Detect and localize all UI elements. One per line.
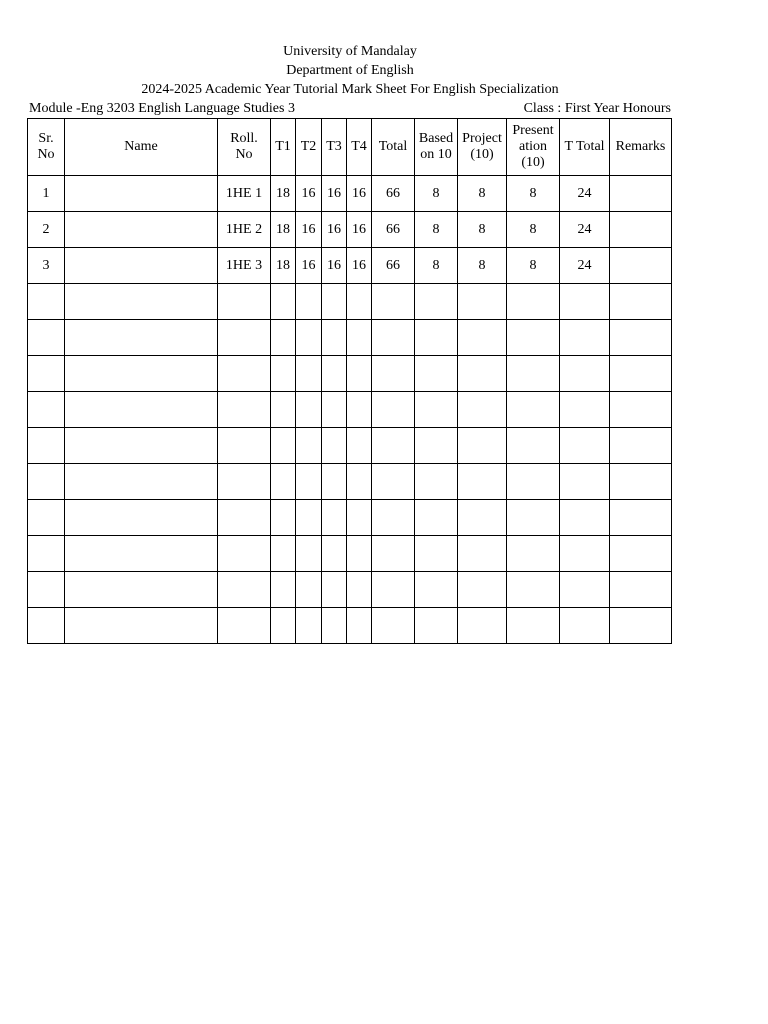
cell-total (372, 284, 415, 320)
cell-t1 (271, 608, 296, 644)
cell-remarks (610, 176, 672, 212)
cell-t-total: 24 (560, 212, 610, 248)
table-row (28, 392, 672, 428)
cell-sr-no: 3 (28, 248, 65, 284)
cell-roll-no (218, 500, 271, 536)
cell-t3 (322, 572, 347, 608)
cell-based-on-10 (415, 428, 458, 464)
cell-sr-no (28, 536, 65, 572)
cell-presentation (507, 464, 560, 500)
cell-sr-no: 1 (28, 176, 65, 212)
cell-presentation: 8 (507, 176, 560, 212)
cell-remarks (610, 428, 672, 464)
cell-sr-no (28, 284, 65, 320)
cell-roll-no (218, 428, 271, 464)
cell-based-on-10 (415, 284, 458, 320)
cell-based-on-10: 8 (415, 212, 458, 248)
cell-name (65, 428, 218, 464)
cell-t1 (271, 392, 296, 428)
col-header-t3: T3 (322, 119, 347, 176)
cell-t2 (296, 356, 322, 392)
cell-based-on-10 (415, 536, 458, 572)
table-row (28, 428, 672, 464)
cell-t2 (296, 320, 322, 356)
cell-t4 (347, 536, 372, 572)
cell-sr-no (28, 356, 65, 392)
col-header-based-on-10: Based on 10 (415, 119, 458, 176)
cell-roll-no (218, 284, 271, 320)
cell-t3 (322, 428, 347, 464)
cell-t2: 16 (296, 248, 322, 284)
cell-remarks (610, 392, 672, 428)
mark-sheet-table (27, 118, 672, 644)
table-row (28, 248, 672, 284)
cell-t2 (296, 608, 322, 644)
cell-t3 (322, 608, 347, 644)
cell-sr-no (28, 608, 65, 644)
university-name: University of Mandalay (283, 44, 417, 59)
cell-t2 (296, 464, 322, 500)
cell-t-total (560, 608, 610, 644)
cell-roll-no: 1HE 2 (218, 212, 271, 248)
cell-t-total: 24 (560, 176, 610, 212)
cell-t-total: 24 (560, 248, 610, 284)
meta-row (29, 100, 671, 118)
cell-t4 (347, 572, 372, 608)
cell-project (458, 428, 507, 464)
cell-t1 (271, 572, 296, 608)
cell-t-total (560, 536, 610, 572)
cell-sr-no (28, 464, 65, 500)
cell-remarks (610, 464, 672, 500)
cell-t1: 18 (271, 212, 296, 248)
table-row (28, 176, 672, 212)
cell-t2 (296, 572, 322, 608)
cell-t1: 18 (271, 176, 296, 212)
cell-remarks (610, 320, 672, 356)
cell-t-total (560, 320, 610, 356)
cell-roll-no: 1HE 3 (218, 248, 271, 284)
cell-name (65, 284, 218, 320)
cell-roll-no (218, 572, 271, 608)
cell-t3 (322, 500, 347, 536)
table-row (28, 212, 672, 248)
cell-t1: 18 (271, 248, 296, 284)
cell-t-total (560, 284, 610, 320)
col-header-sr-no: Sr. No (28, 119, 65, 176)
cell-t3 (322, 464, 347, 500)
cell-remarks (610, 356, 672, 392)
cell-name (65, 536, 218, 572)
cell-project: 8 (458, 248, 507, 284)
cell-project: 8 (458, 176, 507, 212)
table-row (28, 500, 672, 536)
cell-project (458, 320, 507, 356)
cell-project (458, 464, 507, 500)
table-row (28, 608, 672, 644)
cell-project (458, 536, 507, 572)
cell-t3: 16 (322, 176, 347, 212)
cell-t1 (271, 536, 296, 572)
table-row (28, 356, 672, 392)
class-label: Class : First Year Honours (523, 101, 671, 116)
cell-t3 (322, 392, 347, 428)
col-header-name: Name (65, 119, 218, 176)
cell-presentation (507, 392, 560, 428)
cell-project (458, 284, 507, 320)
cell-total (372, 464, 415, 500)
cell-roll-no: 1HE 1 (218, 176, 271, 212)
cell-remarks (610, 212, 672, 248)
department-name: Department of English (286, 63, 414, 78)
table-row (28, 320, 672, 356)
cell-t2: 16 (296, 176, 322, 212)
cell-t4 (347, 608, 372, 644)
cell-t4 (347, 464, 372, 500)
cell-sr-no (28, 392, 65, 428)
cell-t2 (296, 428, 322, 464)
cell-based-on-10 (415, 356, 458, 392)
cell-presentation (507, 428, 560, 464)
cell-t4: 16 (347, 212, 372, 248)
cell-presentation: 8 (507, 212, 560, 248)
cell-name (65, 356, 218, 392)
cell-total (372, 608, 415, 644)
cell-sr-no (28, 572, 65, 608)
cell-roll-no (218, 356, 271, 392)
cell-presentation (507, 356, 560, 392)
cell-based-on-10: 8 (415, 248, 458, 284)
cell-roll-no (218, 608, 271, 644)
table-row (28, 536, 672, 572)
cell-t3: 16 (322, 212, 347, 248)
sheet-title: 2024-2025 Academic Year Tutorial Mark Sheet For English Specialization (141, 82, 559, 97)
col-header-project: Project (10) (458, 119, 507, 176)
cell-name (65, 176, 218, 212)
col-header-total: Total (372, 119, 415, 176)
cell-roll-no (218, 320, 271, 356)
cell-t4 (347, 428, 372, 464)
cell-t1 (271, 500, 296, 536)
col-header-remarks: Remarks (610, 119, 672, 176)
cell-t1 (271, 428, 296, 464)
cell-t-total (560, 356, 610, 392)
cell-based-on-10 (415, 572, 458, 608)
cell-name (65, 464, 218, 500)
cell-sr-no (28, 500, 65, 536)
cell-t3 (322, 284, 347, 320)
cell-presentation (507, 608, 560, 644)
cell-t2 (296, 536, 322, 572)
cell-name (65, 608, 218, 644)
cell-presentation: 8 (507, 248, 560, 284)
col-header-t2: T2 (296, 119, 322, 176)
col-header-t4: T4 (347, 119, 372, 176)
cell-t-total (560, 464, 610, 500)
cell-based-on-10: 8 (415, 176, 458, 212)
cell-t-total (560, 500, 610, 536)
cell-project (458, 500, 507, 536)
cell-t4: 16 (347, 176, 372, 212)
cell-total (372, 572, 415, 608)
cell-t-total (560, 428, 610, 464)
cell-t2 (296, 500, 322, 536)
cell-name (65, 572, 218, 608)
cell-presentation (507, 500, 560, 536)
cell-project (458, 572, 507, 608)
cell-based-on-10 (415, 320, 458, 356)
cell-sr-no (28, 428, 65, 464)
cell-total (372, 500, 415, 536)
cell-total (372, 320, 415, 356)
cell-remarks (610, 284, 672, 320)
col-header-t-total: T Total (560, 119, 610, 176)
table-row (28, 284, 672, 320)
cell-roll-no (218, 392, 271, 428)
cell-t3 (322, 536, 347, 572)
cell-based-on-10 (415, 464, 458, 500)
module-label: Module -Eng 3203 English Language Studies 3 (29, 101, 295, 116)
cell-based-on-10 (415, 392, 458, 428)
cell-t4 (347, 356, 372, 392)
cell-total (372, 392, 415, 428)
cell-remarks (610, 248, 672, 284)
table-row (28, 464, 672, 500)
cell-presentation (507, 572, 560, 608)
cell-t2 (296, 392, 322, 428)
cell-t1 (271, 356, 296, 392)
col-header-roll-no: Roll. No (218, 119, 271, 176)
cell-presentation (507, 284, 560, 320)
cell-t2: 16 (296, 212, 322, 248)
cell-remarks (610, 608, 672, 644)
table-row (28, 572, 672, 608)
cell-t4 (347, 392, 372, 428)
cell-roll-no (218, 536, 271, 572)
cell-remarks (610, 500, 672, 536)
cell-name (65, 248, 218, 284)
cell-project (458, 392, 507, 428)
cell-name (65, 320, 218, 356)
cell-remarks (610, 536, 672, 572)
cell-t4 (347, 320, 372, 356)
cell-name (65, 392, 218, 428)
cell-t-total (560, 572, 610, 608)
cell-total: 66 (372, 176, 415, 212)
cell-presentation (507, 320, 560, 356)
cell-total (372, 356, 415, 392)
cell-sr-no: 2 (28, 212, 65, 248)
cell-t-total (560, 392, 610, 428)
cell-name (65, 500, 218, 536)
cell-t4 (347, 284, 372, 320)
cell-presentation (507, 536, 560, 572)
cell-t2 (296, 284, 322, 320)
cell-total (372, 428, 415, 464)
cell-t1 (271, 320, 296, 356)
cell-t3 (322, 356, 347, 392)
cell-total (372, 536, 415, 572)
cell-sr-no (28, 320, 65, 356)
cell-t1 (271, 464, 296, 500)
cell-remarks (610, 572, 672, 608)
cell-t3: 16 (322, 248, 347, 284)
cell-total: 66 (372, 248, 415, 284)
table-header-row (28, 119, 672, 176)
cell-project (458, 608, 507, 644)
cell-t4: 16 (347, 248, 372, 284)
cell-t1 (271, 284, 296, 320)
col-header-t1: T1 (271, 119, 296, 176)
cell-based-on-10 (415, 500, 458, 536)
cell-project: 8 (458, 212, 507, 248)
cell-total: 66 (372, 212, 415, 248)
cell-t3 (322, 320, 347, 356)
cell-based-on-10 (415, 608, 458, 644)
cell-t4 (347, 500, 372, 536)
col-header-presentation: Present ation (10) (507, 119, 560, 176)
cell-name (65, 212, 218, 248)
cell-project (458, 356, 507, 392)
cell-roll-no (218, 464, 271, 500)
